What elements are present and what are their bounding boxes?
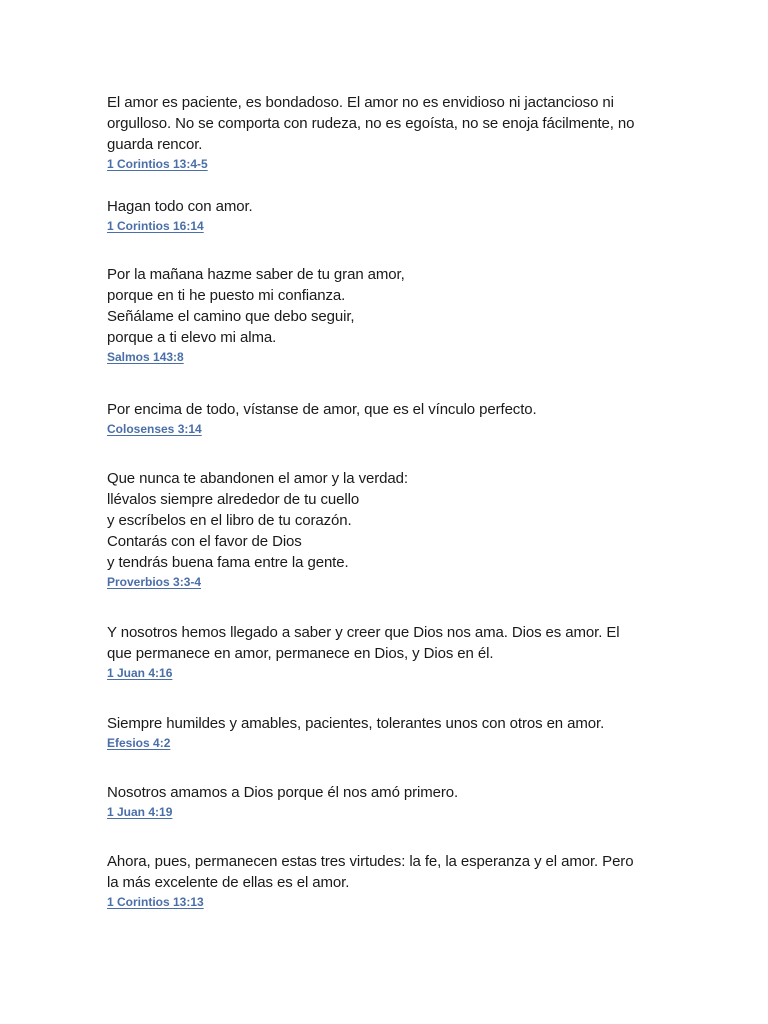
verse-reference-link[interactable]: 1 Corintios 16:14: [107, 219, 204, 233]
verse-block: [107, 264, 687, 366]
verse-reference-link[interactable]: Salmos 143:8: [107, 350, 184, 364]
verse-text: Hagan todo con amor.: [107, 198, 253, 215]
verse-block: [107, 196, 687, 235]
verse-reference-link[interactable]: 1 Juan 4:19: [107, 805, 173, 819]
verse-block: [107, 782, 687, 821]
verse-text: Por encima de todo, vístanse de amor, que es el vínculo perfecto.: [107, 401, 537, 418]
verse-reference-link[interactable]: 1 Corintios 13:4-5: [107, 157, 208, 171]
verse-block: [107, 622, 687, 682]
verse-block: [107, 851, 687, 911]
verse-text: Ahora, pues, permanecen estas tres virtudes: la fe, la esperanza y el amor. Pero la más excelente de ellas es el amor.: [107, 853, 634, 891]
verse-text: Siempre humildes y amables, pacientes, tolerantes unos con otros en amor.: [107, 715, 605, 732]
verse-text: Nosotros amamos a Dios porque él nos amó primero.: [107, 784, 459, 801]
verse-block: [107, 399, 687, 438]
verse-text: El amor es paciente, es bondadoso. El amor no es envidioso ni jactancioso ni orgulloso. No se comporta con rudeza, no es egoísta, no se enoja fácilmente, no guarda rencor.: [107, 94, 635, 153]
verse-text: Que nunca te abandonen el amor y la verdad: llévalos siempre alrededor de tu cuello y escríbelos en el libro de tu corazón. Contarás con el favor de Dios y tendrás buena fama entre la gente.: [107, 470, 408, 571]
verse-block: [107, 468, 687, 591]
verse-reference-link[interactable]: Colosenses 3:14: [107, 422, 202, 436]
verse-reference-link[interactable]: 1 Juan 4:16: [107, 666, 173, 680]
verse-reference-link[interactable]: 1 Corintios 13:13: [107, 895, 204, 909]
verse-block: [107, 713, 687, 752]
verse-reference-link[interactable]: Efesios 4:2: [107, 736, 171, 750]
verse-text: Por la mañana hazme saber de tu gran amor, porque en ti he puesto mi confianza. Señálame el camino que debo seguir, porque a ti elevo mi alma.: [107, 266, 405, 346]
verse-block: [107, 92, 687, 173]
verse-reference-link[interactable]: Proverbios 3:3-4: [107, 575, 202, 589]
verse-text: Y nosotros hemos llegado a saber y creer que Dios nos ama. Dios es amor. El que permanece en amor, permanece en Dios, y Dios en él.: [107, 624, 620, 662]
